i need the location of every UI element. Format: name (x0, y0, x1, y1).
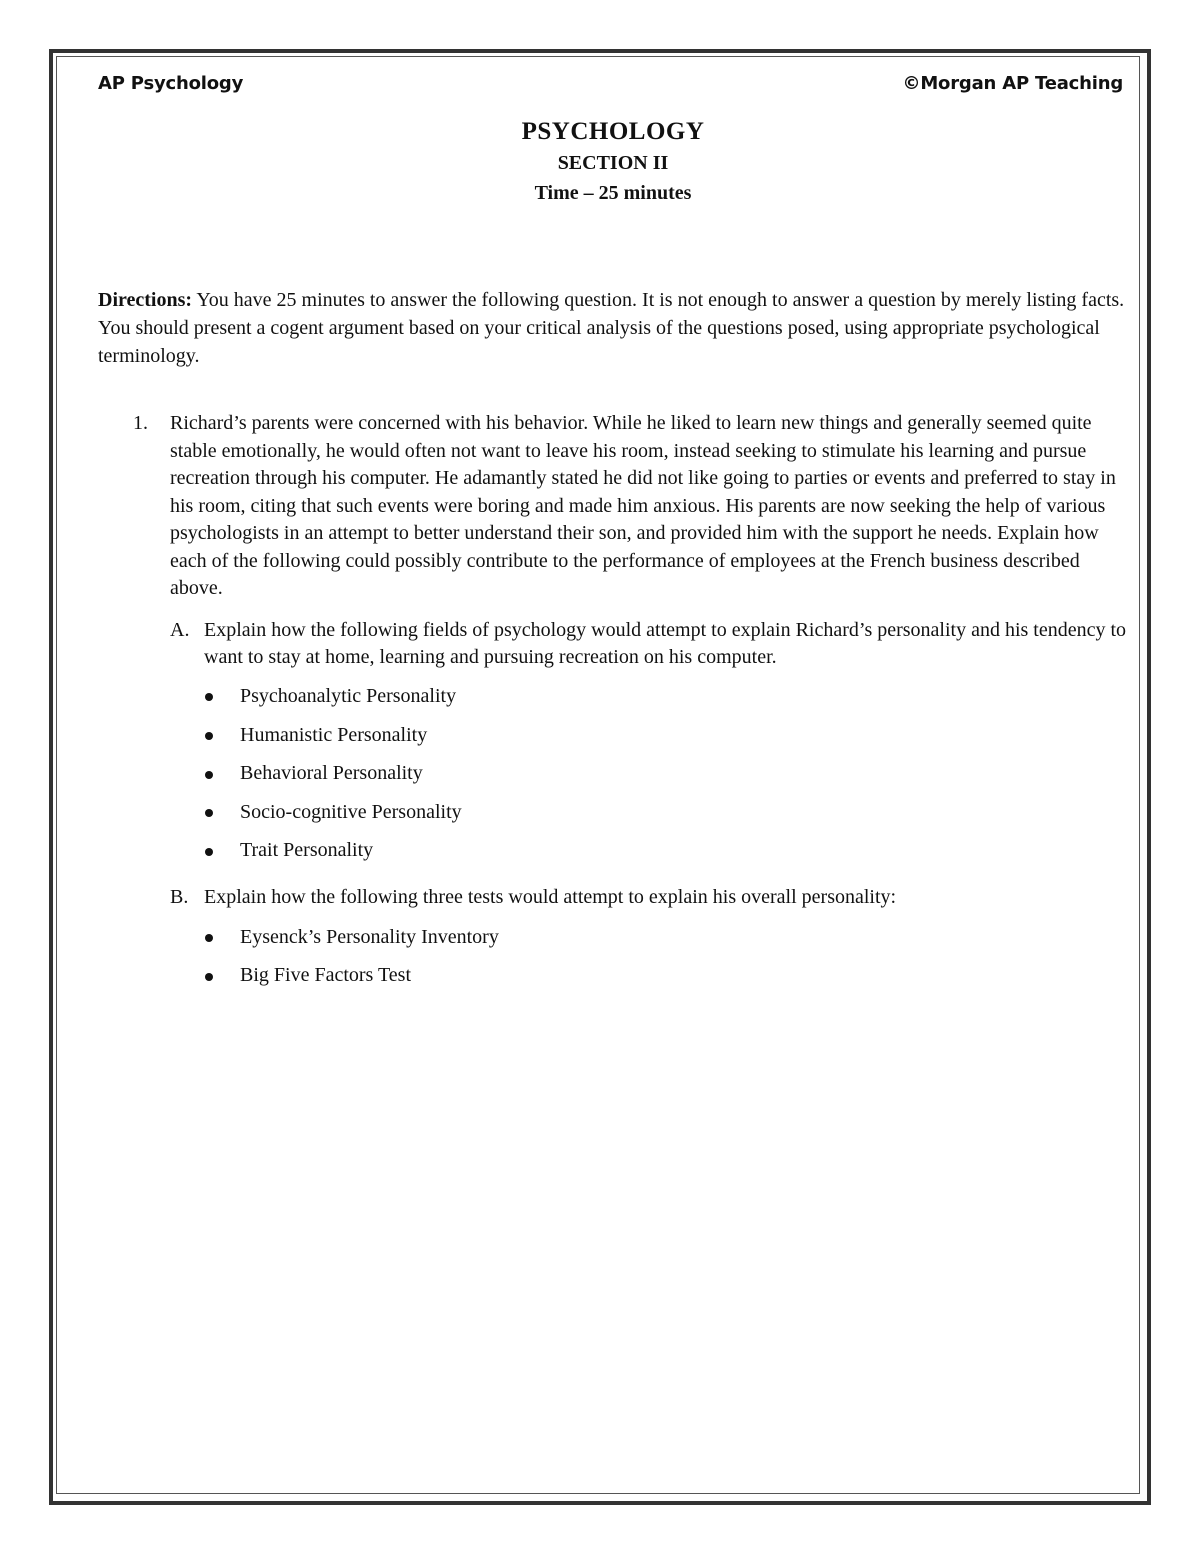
bullet-icon (204, 962, 240, 990)
bullet-icon (204, 924, 240, 952)
part-b-letter: B. (170, 886, 189, 909)
bullet-icon (204, 799, 240, 827)
list-item: Behavioral Personality (204, 755, 1130, 794)
part-a (170, 617, 1134, 871)
bullet-icon (204, 722, 240, 750)
directions-label: Directions: (98, 289, 193, 311)
time-label: Time – 25 minutes (534, 182, 692, 204)
part-a-list (204, 678, 1130, 871)
part-a-letter: A. (170, 618, 190, 641)
list-item: Trait Personality (204, 832, 1130, 871)
part-b-text: Explain how the following three tests would attempt to explain his overall personality: (204, 886, 897, 909)
part-b (170, 884, 1134, 995)
page-header (98, 73, 1123, 94)
part-a-text: Explain how the following fields of psychology would attempt to explain Richard’s personality and his tendency to want to stay at home, learning and pursuing recreation on his computer. (204, 618, 1127, 668)
page-title: PSYCHOLOGY (521, 118, 705, 145)
header-copyright: ©Morgan AP Teaching (902, 73, 1123, 94)
section-label: SECTION II (557, 152, 669, 174)
list-item: Psychoanalytic Personality (204, 678, 1130, 717)
list-item: Eysenck’s Personality Inventory (204, 918, 1130, 957)
list-item: Socio-cognitive Personality (204, 793, 1130, 832)
question-stem (98, 410, 1134, 603)
question-number: 1. (133, 412, 148, 434)
bullet-icon (204, 760, 240, 788)
bullet-icon (204, 683, 240, 711)
question-1 (98, 410, 1134, 995)
question-text: Richard’s parents were concerned with his behavior. While he liked to learn new things and generally seemed quite stable emotionally, he would often not want to leave his room, instead seeking to stimulate his learning and pursue recreation through his computer. He adamantly stated he did not like going to parties or events and preferred to stay in his room, citing that such events were boring and made him anxious. His parents are now seeking the help of various psychologists in an attempt to better understand their son, and provided him with the support he needs. Explain how each of the following could possibly contribute to the performance of employees at the French business described above. (170, 412, 1116, 599)
directions-text: You have 25 minutes to answer the following question. It is not enough to answer a question by merely listing facts. You should present a cogent argument based on your critical analysis of the questions posed, using appropriate psychological terminology. (98, 289, 1125, 367)
title-block (98, 116, 1128, 208)
list-item: Big Five Factors Test (204, 957, 1130, 996)
header-course: AP Psychology (98, 73, 244, 94)
list-item: Humanistic Personality (204, 716, 1130, 755)
directions-paragraph (98, 286, 1134, 370)
bullet-icon (204, 837, 240, 865)
part-b-list (204, 918, 1130, 995)
